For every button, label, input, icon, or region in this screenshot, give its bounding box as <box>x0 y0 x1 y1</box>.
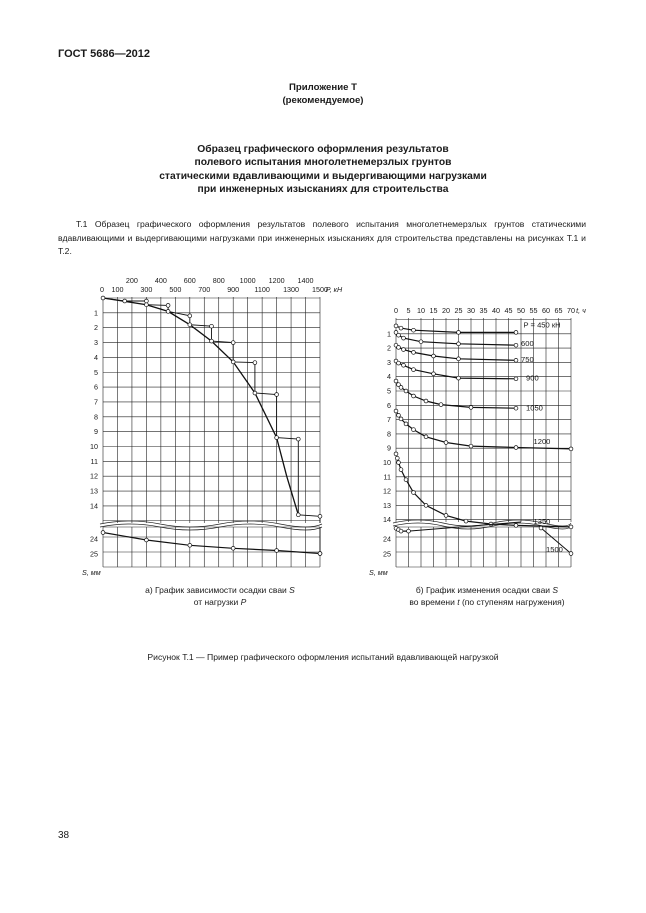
chart-settlement-vs-time <box>369 306 586 577</box>
data-point <box>275 549 279 553</box>
data-point <box>439 403 443 407</box>
y-tick-label: 14 <box>90 501 98 511</box>
y-tick-label: 8 <box>94 412 98 422</box>
data-point <box>394 324 398 328</box>
x-axis-label: P, кН <box>325 285 343 294</box>
data-point <box>231 546 235 550</box>
data-point <box>397 333 401 337</box>
x-tick-label-top: 800 <box>212 276 225 285</box>
data-point <box>432 372 436 376</box>
y-tick-label: 12 <box>90 471 98 481</box>
data-point <box>318 514 322 518</box>
y-tick-label: 24 <box>383 534 391 544</box>
data-point <box>412 428 416 432</box>
data-point <box>188 323 192 327</box>
chart-settlement-vs-load <box>82 276 343 577</box>
caption-a-var: S <box>289 585 295 595</box>
data-point <box>457 376 461 380</box>
x-tick-label: 15 <box>429 306 438 315</box>
data-point <box>514 358 518 362</box>
data-point <box>296 513 300 517</box>
data-point <box>457 342 461 346</box>
data-point <box>123 299 127 303</box>
y-tick-label: 2 <box>387 343 391 353</box>
data-point <box>188 543 192 547</box>
caption-b-var: S <box>552 585 559 595</box>
data-point <box>145 303 149 307</box>
x-tick-label: 55 <box>529 306 538 315</box>
data-point <box>394 409 398 413</box>
y-tick-label: 5 <box>387 386 391 396</box>
x-tick-label: 45 <box>504 306 513 315</box>
x-tick-label: 500 <box>169 285 182 294</box>
data-point <box>412 351 416 355</box>
x-tick-label: 700 <box>198 285 211 294</box>
data-point <box>444 514 448 518</box>
data-point <box>514 446 518 450</box>
y-tick-label: 5 <box>94 367 98 377</box>
data-point <box>275 393 279 397</box>
data-point <box>101 531 105 535</box>
x-tick-label: 40 <box>492 306 500 315</box>
title-line: статическими вдавливающими и выдергивающими нагрузками <box>159 170 487 182</box>
x-tick-label: 300 <box>140 285 153 294</box>
data-point <box>253 361 257 365</box>
data-point <box>569 552 573 556</box>
x-tick-label-top: 1400 <box>297 276 314 285</box>
data-point <box>296 437 300 441</box>
x-tick-label-top: 1000 <box>239 276 256 285</box>
step-curve <box>103 298 320 516</box>
title-line: полевого испытания многолетнемерзлых грунтов <box>194 157 452 169</box>
data-point <box>457 357 461 361</box>
data-point <box>514 343 518 347</box>
data-point <box>514 331 518 335</box>
x-tick-label: 5 <box>406 306 411 315</box>
appendix-label: Приложение Т <box>289 82 357 93</box>
series-label: 1500 <box>546 545 563 554</box>
data-point <box>404 422 408 426</box>
data-point <box>424 435 428 439</box>
caption-a-text: от нагрузки <box>193 596 241 607</box>
data-point <box>210 324 214 328</box>
data-point <box>166 304 170 308</box>
x-tick-label: 1100 <box>254 285 270 294</box>
x-tick-label: 25 <box>454 306 463 315</box>
x-tick-label: 1300 <box>283 285 300 294</box>
data-point <box>412 491 416 495</box>
series-line <box>396 332 516 345</box>
data-point <box>432 354 436 358</box>
series-label: 1200 <box>533 437 551 447</box>
data-point <box>253 391 257 395</box>
data-point <box>514 524 518 528</box>
data-point <box>397 413 401 417</box>
caption-a-text: а) График зависимости осадки сваи <box>145 585 290 595</box>
x-tick-label: 70 <box>567 306 575 315</box>
x-tick-label-top: 600 <box>183 276 196 285</box>
x-tick-label: 65 <box>554 306 563 315</box>
data-point <box>464 519 468 523</box>
data-point <box>394 379 398 383</box>
data-point <box>539 526 543 530</box>
series-label: 600 <box>521 339 534 349</box>
y-tick-label: 6 <box>94 382 98 392</box>
data-point <box>402 336 406 340</box>
data-point <box>275 436 279 440</box>
y-tick-label: 6 <box>387 400 391 410</box>
y-tick-label: 9 <box>387 443 391 453</box>
y-tick-label: 11 <box>90 456 98 466</box>
data-point <box>404 478 408 482</box>
x-tick-label-top: 1200 <box>268 276 285 285</box>
caption-a-var: P <box>240 596 247 607</box>
data-point <box>399 417 403 421</box>
x-tick-label: 100 <box>111 285 124 294</box>
x-tick-label: 10 <box>417 306 425 315</box>
y-tick-label: 2 <box>94 323 98 333</box>
data-point <box>412 394 416 398</box>
caption-b-text: (по ступеням нагружения) <box>459 596 565 607</box>
caption-b-var: t <box>457 596 460 607</box>
y-tick-label: 13 <box>90 486 98 496</box>
x-tick-label: 60 <box>542 306 550 315</box>
x-tick-label: 0 <box>100 285 104 294</box>
data-point <box>399 468 403 472</box>
data-point <box>402 348 406 352</box>
x-tick-label: 1500 <box>312 285 328 294</box>
data-point <box>412 328 416 332</box>
data-point <box>395 456 399 460</box>
y-tick-label: 7 <box>94 397 98 407</box>
y-tick-label: 25 <box>383 549 391 559</box>
y-axis-label: S, мм <box>82 568 101 577</box>
data-point <box>457 331 461 335</box>
y-tick-label: 7 <box>387 415 391 425</box>
series-label: 1050 <box>526 403 543 413</box>
data-point <box>514 406 518 410</box>
title-line: при инженерных изысканиях для строительства <box>197 184 449 196</box>
x-tick-label: 0 <box>394 306 398 315</box>
x-tick-label: 20 <box>442 306 450 315</box>
title-line: Образец графического оформления результатов <box>197 144 449 155</box>
data-point <box>402 363 406 367</box>
y-tick-label: 11 <box>383 472 391 482</box>
data-point <box>419 340 423 344</box>
data-point <box>394 452 398 456</box>
y-tick-label: 10 <box>90 442 98 451</box>
data-point <box>188 314 192 318</box>
y-tick-label: 12 <box>383 486 391 496</box>
series-label: 1350 <box>533 517 551 527</box>
caption-b-text: во времени <box>409 596 458 607</box>
data-point <box>424 399 428 403</box>
data-point <box>231 360 235 364</box>
data-point <box>399 529 403 533</box>
y-tick-label: 1 <box>94 308 98 318</box>
figure-caption: Рисунок Т.1 — Пример графического оформления испытаний вдавливающей нагрузкой <box>147 652 499 662</box>
x-axis-label: t, ч <box>576 306 586 315</box>
data-point <box>569 525 573 529</box>
data-point <box>569 447 573 451</box>
envelope-curve <box>103 298 298 515</box>
page-number: 38 <box>58 830 70 841</box>
data-point <box>166 310 170 314</box>
y-axis-label: S, мм <box>369 568 388 577</box>
y-tick-label: 14 <box>383 515 391 525</box>
data-point <box>318 552 322 556</box>
data-point <box>145 538 149 542</box>
y-tick-label: 9 <box>94 427 98 437</box>
data-point <box>397 346 401 350</box>
data-point <box>407 529 411 533</box>
data-point <box>469 406 473 410</box>
y-tick-label: 3 <box>94 338 98 348</box>
data-point <box>444 441 448 445</box>
standard-header: ГОСТ 5686—2012 <box>58 48 151 60</box>
data-point <box>404 389 408 393</box>
caption-b-text: б) График изменения осадки сваи <box>415 585 553 595</box>
x-tick-label: 35 <box>479 306 488 315</box>
y-tick-label: 24 <box>90 534 98 544</box>
data-point <box>231 341 235 345</box>
series-label: 900 <box>526 373 539 383</box>
y-tick-label: 3 <box>387 357 391 367</box>
data-point <box>424 504 428 508</box>
x-tick-label: 50 <box>517 306 525 315</box>
x-tick-label-top: 200 <box>125 276 138 285</box>
appendix-status: (рекомендуемое) <box>282 95 364 106</box>
caption-b <box>362 585 612 608</box>
data-point <box>399 326 403 330</box>
data-point <box>399 386 403 390</box>
data-point <box>469 444 473 448</box>
data-point <box>101 296 105 300</box>
series-label: 750 <box>521 354 534 364</box>
data-point <box>145 299 149 303</box>
y-tick-label: 25 <box>90 549 98 559</box>
intro-paragraph: Т.1 Образец графического оформления результатов полевого испытания многолетнемерзлых грунтов статическими вдавливающими и выдергивающими нагрузками при инженерных изысканиях для строительства представлены на рисунках Т.1 и Т.2. <box>58 219 586 257</box>
x-tick-label: 30 <box>467 306 475 315</box>
y-tick-label: 4 <box>387 372 391 382</box>
caption-a <box>100 585 340 608</box>
x-tick-label-top: 400 <box>154 276 167 285</box>
y-tick-label: 13 <box>383 500 391 510</box>
series-label: P = 450 кН <box>523 320 561 330</box>
data-point <box>397 361 401 365</box>
data-point <box>514 377 518 381</box>
y-tick-label: 4 <box>94 352 98 362</box>
x-tick-label: 900 <box>227 285 240 294</box>
data-point <box>412 368 416 372</box>
y-tick-label: 10 <box>383 458 391 467</box>
data-point <box>210 339 214 343</box>
y-tick-label: 1 <box>387 329 391 339</box>
data-point <box>397 461 401 465</box>
y-tick-label: 8 <box>387 429 391 439</box>
unloading-curve <box>103 533 320 554</box>
